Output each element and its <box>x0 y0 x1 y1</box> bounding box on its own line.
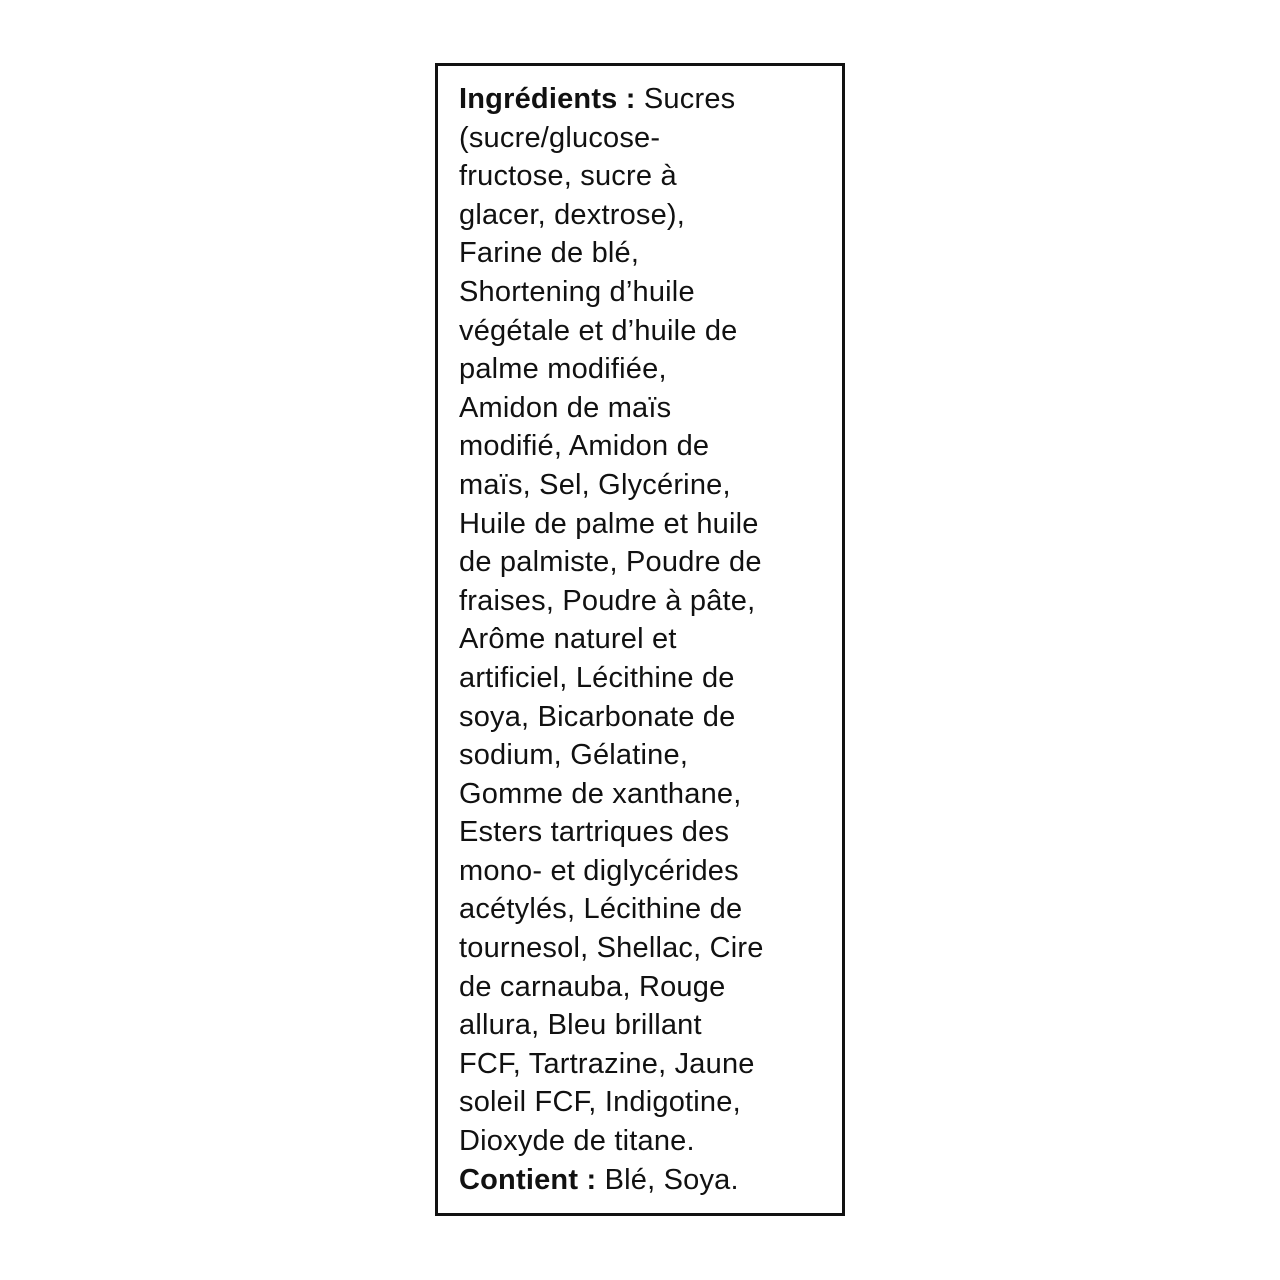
ingredient-line: acétylés, Lécithine de <box>459 893 743 926</box>
ingredient-line: maïs, Sel, Glycérine, <box>459 468 731 501</box>
ingredient-line: tournesol, Shellac, Cire <box>459 932 764 965</box>
ingredient-line: fraises, Poudre à pâte, <box>459 584 756 617</box>
ingredients-heading-rest: Sucres <box>643 83 736 115</box>
ingredient-line: sodium, Gélatine, <box>459 739 689 772</box>
ingredient-line: Gomme de xanthane, <box>459 777 742 810</box>
ingredient-label-box <box>435 63 845 1216</box>
ingredient-line: soya, Bicarbonate de <box>459 700 736 733</box>
contains-line <box>459 1161 822 1200</box>
contains-rest: Blé, Soya. <box>604 1163 739 1196</box>
ingredient-line: Amidon de maïs <box>459 391 672 424</box>
ingredient-line: soleil FCF, Indigotine, <box>459 1086 741 1119</box>
ingredient-line: modifié, Amidon de <box>459 430 710 463</box>
ingredient-line: glacer, dextrose), <box>459 198 686 231</box>
ingredient-line: Dioxyde de titane. <box>459 1125 695 1158</box>
ingredient-line: de palmiste, Poudre de <box>459 546 762 579</box>
ingredient-line: Arôme naturel et <box>459 623 677 656</box>
ingredient-line: végétale et d’huile de <box>459 314 738 347</box>
ingredient-line: Esters tartriques des <box>459 816 730 849</box>
ingredient-line: mono- et diglycérides <box>459 854 739 887</box>
ingredient-line: Huile de palme et huile <box>459 507 759 540</box>
ingredient-line: Farine de blé, <box>459 237 640 270</box>
ingredient-line: fructose, sucre à <box>459 160 677 193</box>
ingredient-line: de carnauba, Rouge <box>459 970 726 1003</box>
ingredient-line: FCF, Tartrazine, Jaune <box>459 1047 755 1080</box>
ingredients-heading-line <box>459 80 822 119</box>
ingredient-line: palme modifiée, <box>459 353 667 386</box>
ingredient-line: (sucre/glucose- <box>459 121 661 154</box>
ingredient-line: Shortening d’huile <box>459 275 695 308</box>
contains-heading: Contient : <box>459 1163 597 1196</box>
ingredient-line: allura, Bleu brillant <box>459 1009 702 1042</box>
ingredients-heading: Ingrédients : <box>459 83 636 115</box>
ingredient-line: artificiel, Lécithine de <box>459 661 735 694</box>
